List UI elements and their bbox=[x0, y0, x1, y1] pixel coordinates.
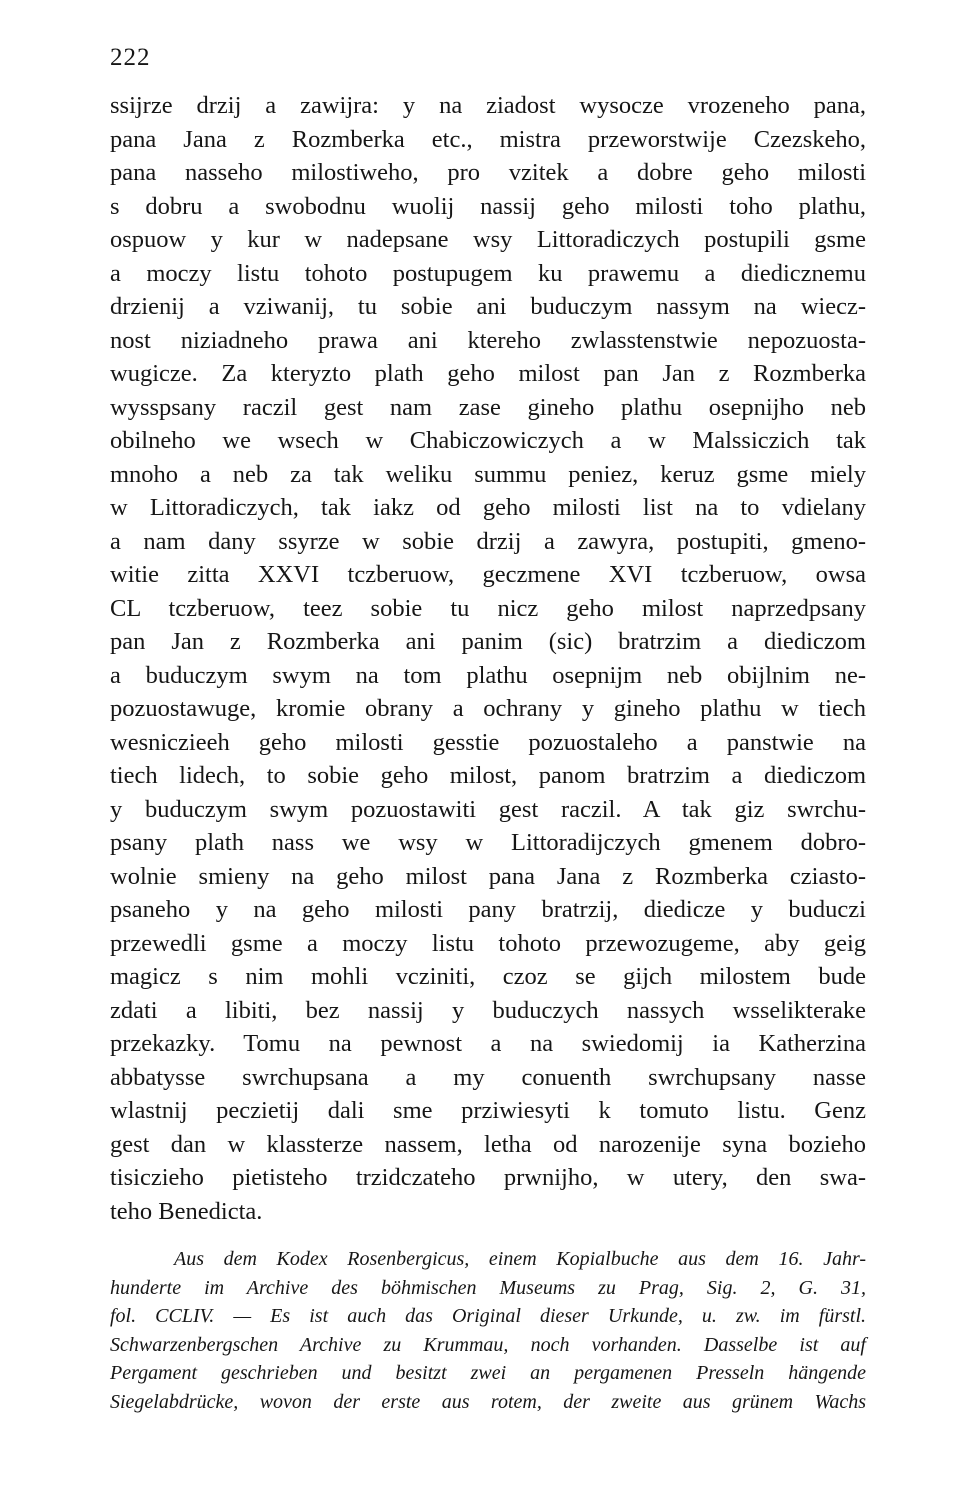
text-line: a moczy listu tohoto postupugem ku prawemu a diedicznemu bbox=[110, 259, 866, 287]
text-line: ospuow y kur w nadepsane wsy Littoradiczych postupili gsme bbox=[110, 226, 866, 253]
text-line: tiech lidech, to sobie geho milost, panom bratrzim a diediczom bbox=[110, 762, 866, 789]
text-line: wysspsany raczil gest nam zase gineho plathu osepnijho neb bbox=[110, 393, 866, 421]
text-line: CL tczberuow, teez sobie tu nicz geho milost naprzedpsany bbox=[110, 594, 866, 622]
source-note bbox=[110, 1245, 866, 1416]
text-line: wolnie smieny na geho milost pana Jana z Rozmberka cziasto- bbox=[110, 862, 866, 890]
charter-text bbox=[110, 89, 866, 1228]
note-line: hunderte im Archive des böhmischen Museums zu Prag, Sig. 2, G. 31, bbox=[110, 1276, 866, 1299]
text-line: s dobru a swobodnu wuolij nassij geho milosti toho plathu, bbox=[110, 192, 866, 220]
text-line: pan Jan z Rozmberka ani panim (sic) bratrzim a diediczom bbox=[110, 628, 866, 655]
text-line: tisiczieho pietisteho trzidczateho prwnijho, w utery, den swa- bbox=[110, 1164, 866, 1191]
text-line: abbatysse swrchupsana a my conuenth swrchupsany nasse bbox=[110, 1063, 866, 1091]
text-line: ssijrze drzij a zawijra: y na ziadost wysocze vrozeneho pana, bbox=[110, 92, 866, 119]
text-line: gest dan w klassterze nassem, letha od narozenije syna bozieho bbox=[110, 1130, 866, 1158]
text-line: wlastnij peczietij dali sme prziwiesyti k tomuto listu. Genz bbox=[110, 1097, 866, 1124]
text-line: a buduczym swym na tom plathu osepnijm neb obijlnim ne- bbox=[110, 661, 866, 689]
text-line: magicz s nim mohli vcziniti, czoz se gijch milostem bude bbox=[110, 963, 866, 990]
text-line: pana Jana z Rozmberka etc., mistra przeworstwije Czezskeho, bbox=[110, 125, 866, 153]
text-line: a nam dany ssyrze w sobie drzij a zawyra, postupiti, gmeno- bbox=[110, 527, 866, 555]
text-line: wesniczieeh geho milosti gesstie pozuostaleho a panstwie na bbox=[110, 728, 866, 756]
text-line: przewedli gsme a moczy listu tohoto przewozugeme, aby geig bbox=[110, 929, 866, 957]
note-line: fol. CCLIV. — Es ist auch das Original dieser Urkunde, u. zw. im fürstl. bbox=[110, 1305, 866, 1327]
text-line: mnoho a neb za tak weliku summu peniez, keruz gsme miely bbox=[110, 460, 866, 488]
text-line: nost niziadneho prawa ani ktereho zwlasstenstwie nepozuosta- bbox=[110, 326, 866, 354]
note-line: Siegelabdrücke, wovon der erste aus rotem, der zweite aus grünem Wachs bbox=[110, 1390, 866, 1413]
note-line: Schwarzenbergschen Archive zu Krummau, noch vorhanden. Dasselbe ist auf bbox=[110, 1333, 866, 1356]
note-line: Aus dem Kodex Rosenbergicus, einem Kopialbuche aus dem 16. Jahr- bbox=[174, 1248, 866, 1270]
text-line: zdati a libiti, bez nassij y buduczych nassych wsselikterake bbox=[110, 996, 866, 1024]
text-line: wugicze. Za kteryzto plath geho milost pan Jan z Rozmberka bbox=[110, 360, 866, 387]
text-line: psaneho y na geho milosti pany bratrzij, diedicze y buduczi bbox=[110, 896, 866, 923]
text-line: obilneho we wsech w Chabiczowiczych a w Malssiczich tak bbox=[110, 427, 866, 454]
text-line: w Littoradiczych, tak iakz od geho milosti list na to vdielany bbox=[110, 494, 866, 521]
text-line: witie zitta XXVI tczberuow, geczmene XVI tczberuow, owsa bbox=[110, 561, 866, 588]
text-line: pana nasseho milostiweho, pro vzitek a dobre geho milosti bbox=[110, 159, 866, 186]
text-line: teho Benedicta. bbox=[110, 1197, 263, 1225]
text-line: pozuostawuge, kromie obrany a ochrany y gineho plathu w tiech bbox=[110, 695, 866, 722]
text-line: przekazky. Tomu na pewnost a na swiedomij ia Katherzina bbox=[110, 1030, 866, 1057]
text-line: y buduczym swym pozuostawiti gest raczil. A tak giz swrchu- bbox=[110, 795, 866, 823]
page-number: 222 bbox=[110, 44, 151, 71]
text-line: psany plath nass we wsy w Littoradijczych gmenem dobro- bbox=[110, 829, 866, 856]
text-line: drzienij a vziwanij, tu sobie ani buduczym nassym na wiecz- bbox=[110, 293, 866, 320]
note-line: Pergament geschrieben und besitzt zwei an pergamenen Presseln hängende bbox=[110, 1362, 866, 1384]
